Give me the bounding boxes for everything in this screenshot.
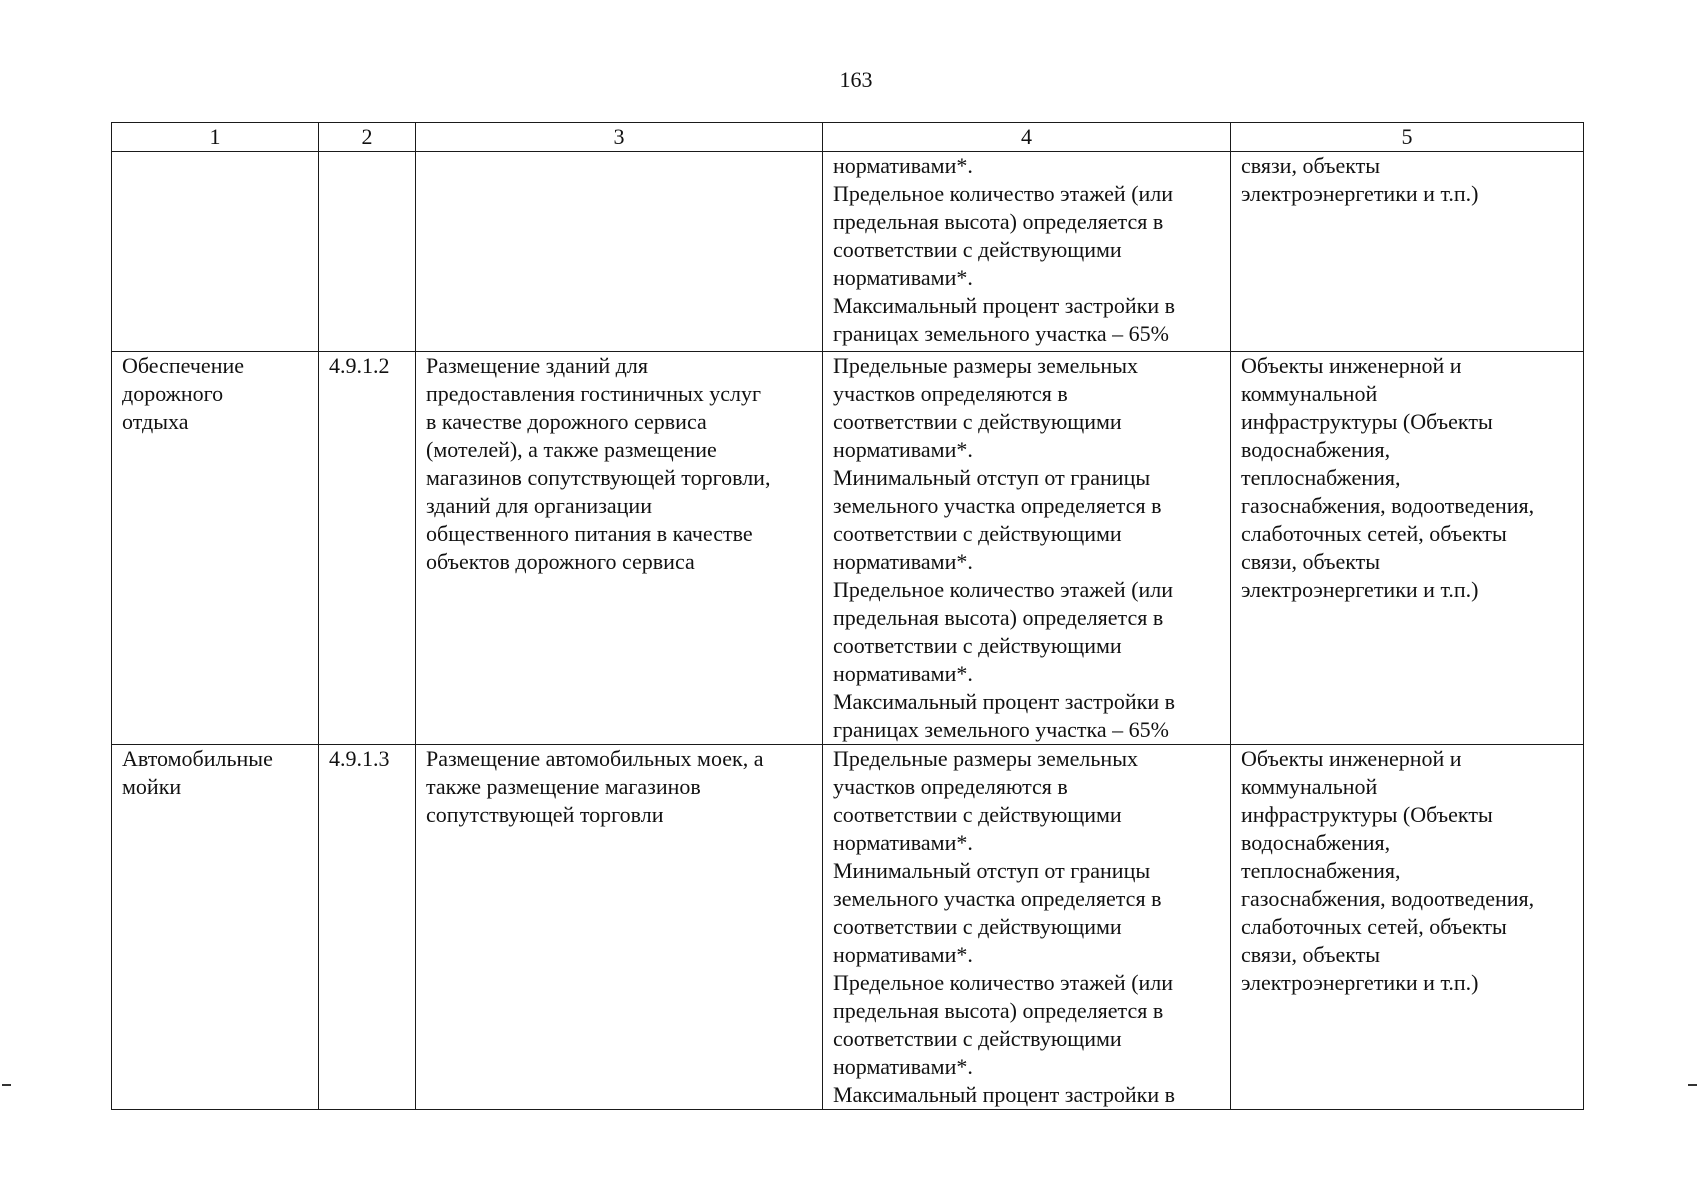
scan-mark-left [2, 1084, 11, 1086]
cell-description [416, 745, 823, 1110]
header-col-1: 1 [112, 123, 319, 152]
cell-infrastructure-text: связи, объекты электроэнергетики и т.п.) [1241, 153, 1479, 206]
land-use-table [111, 122, 1584, 1110]
cell-code-text: 4.9.1.2 [329, 353, 390, 378]
cell-code [319, 152, 416, 352]
table-row [112, 745, 1584, 1110]
cell-description-text: Размещение зданий для предоставления гостиничных услуг в качестве дорожного сервиса (мотелей), а также размещение магазинов сопутствующей торговли, зданий для организации общественного питания в качестве объектов дорожного сервиса [426, 353, 771, 574]
cell-name [112, 352, 319, 745]
header-col-4: 4 [823, 123, 1231, 152]
header-col-3: 3 [416, 123, 823, 152]
header-col-2: 2 [319, 123, 416, 152]
cell-name [112, 745, 319, 1110]
cell-parameters [823, 745, 1231, 1110]
cell-infrastructure-text: Объекты инженерной и коммунальной инфраструктуры (Объекты водоснабжения, теплоснабжения, газоснабжения, водоотведения, слаботочных сетей, объекты связи, объекты электроэнергетики и т.п.) [1241, 353, 1535, 602]
table-row [112, 152, 1584, 352]
cell-code [319, 745, 416, 1110]
cell-parameters-text: Предельные размеры земельных участков определяются в соответствии с действующими нормативами*. Минимальный отступ от границы земельного участка определяется в соответствии с действующими нормативами*. Предельное количество этажей (или предельная высота) определяется в соответствии с действующими нормативами*. Максимальный процент застройки в [833, 746, 1175, 1107]
page-number: 163 [839, 67, 873, 92]
cell-description [416, 352, 823, 745]
cell-infrastructure [1231, 152, 1584, 352]
scan-mark-right [1688, 1084, 1697, 1086]
cell-infrastructure [1231, 745, 1584, 1110]
cell-name-text: Автомобильные мойки [122, 746, 273, 799]
table-row [112, 352, 1584, 745]
header-row [112, 123, 1584, 152]
cell-parameters [823, 352, 1231, 745]
cell-name-text: Обеспечение дорожного отдыха [122, 353, 244, 434]
cell-code [319, 352, 416, 745]
cell-code-text: 4.9.1.3 [329, 746, 390, 771]
cell-parameters-text: нормативами*. Предельное количество этажей (или предельная высота) определяется в соответствии с действующими нормативами*. Максимальный процент застройки в границах земельного участка – 65% [833, 153, 1175, 346]
cell-description [416, 152, 823, 352]
cell-description-text: Размещение автомобильных моек, а также размещение магазинов сопутствующей торговли [426, 746, 764, 827]
cell-infrastructure [1231, 352, 1584, 745]
cell-parameters [823, 152, 1231, 352]
cell-infrastructure-text: Объекты инженерной и коммунальной инфраструктуры (Объекты водоснабжения, теплоснабжения, газоснабжения, водоотведения, слаботочных сетей, объекты связи, объекты электроэнергетики и т.п.) [1241, 746, 1535, 995]
header-col-5: 5 [1231, 123, 1584, 152]
cell-parameters-text: Предельные размеры земельных участков определяются в соответствии с действующими нормативами*. Минимальный отступ от границы земельного участка определяется в соответствии с действующими нормативами*. Предельное количество этажей (или предельная высота) определяется в соответствии с действующими нормативами*. Максимальный процент застройки в границах земельного участка – 65% [833, 353, 1175, 742]
cell-name [112, 152, 319, 352]
